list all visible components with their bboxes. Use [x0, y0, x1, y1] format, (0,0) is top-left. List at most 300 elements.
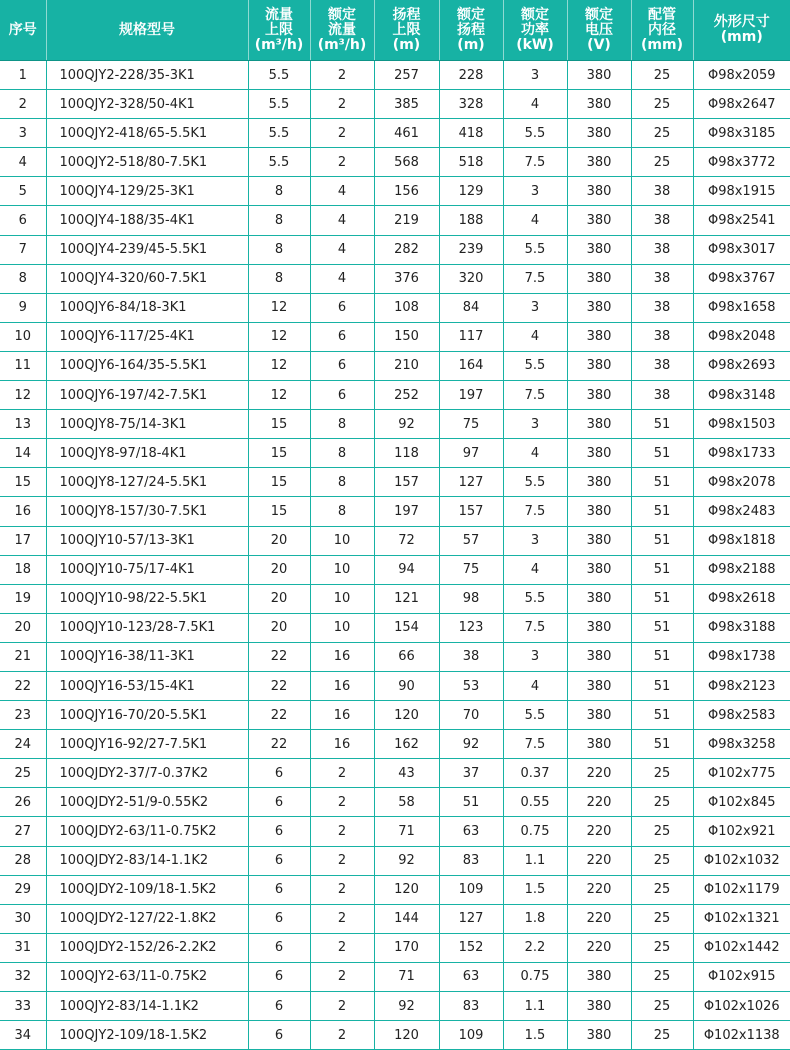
- cell-no: 3: [0, 119, 46, 148]
- cell-max-flow: 6: [248, 875, 310, 904]
- column-header-rated-head: [439, 0, 503, 61]
- cell-model: 100QJY10-98/22-5.5K1: [46, 584, 248, 613]
- cell-model: 100QJY8-97/18-4K1: [46, 439, 248, 468]
- cell-pipe-diameter: 38: [631, 293, 693, 322]
- cell-no: 16: [0, 497, 46, 526]
- cell-rated-power: 4: [503, 206, 567, 235]
- cell-pipe-diameter: 51: [631, 439, 693, 468]
- cell-pipe-diameter: 51: [631, 497, 693, 526]
- column-header-no: [0, 0, 46, 61]
- cell-rated-power: 1.5: [503, 875, 567, 904]
- cell-rated-voltage: 380: [567, 1021, 631, 1050]
- cell-rated-voltage: 380: [567, 90, 631, 119]
- cell-rated-voltage: 380: [567, 526, 631, 555]
- cell-no: 10: [0, 322, 46, 351]
- cell-rated-head: 123: [439, 613, 503, 642]
- cell-no: 20: [0, 613, 46, 642]
- cell-max-flow: 15: [248, 468, 310, 497]
- cell-no: 25: [0, 759, 46, 788]
- cell-rated-power: 7.5: [503, 264, 567, 293]
- cell-rated-flow: 6: [310, 293, 374, 322]
- cell-pipe-diameter: 51: [631, 555, 693, 584]
- table-row: [0, 817, 790, 846]
- cell-rated-flow: 8: [310, 439, 374, 468]
- cell-max-flow: 12: [248, 322, 310, 351]
- cell-max-head: 252: [374, 381, 439, 410]
- cell-dimensions: Φ98x2618: [693, 584, 790, 613]
- cell-model: 100QJY6-84/18-3K1: [46, 293, 248, 322]
- cell-dimensions: Φ102x775: [693, 759, 790, 788]
- cell-rated-voltage: 380: [567, 381, 631, 410]
- table-row: [0, 351, 790, 380]
- header-line: 额定: [440, 8, 503, 23]
- cell-rated-power: 1.1: [503, 992, 567, 1021]
- cell-dimensions: Φ102x1032: [693, 846, 790, 875]
- cell-rated-head: 320: [439, 264, 503, 293]
- cell-max-flow: 20: [248, 555, 310, 584]
- cell-rated-head: 98: [439, 584, 503, 613]
- cell-rated-head: 51: [439, 788, 503, 817]
- cell-no: 32: [0, 962, 46, 991]
- cell-rated-power: 0.55: [503, 788, 567, 817]
- cell-rated-voltage: 380: [567, 148, 631, 177]
- table-row: [0, 846, 790, 875]
- cell-dimensions: Φ102x1442: [693, 933, 790, 962]
- cell-model: 100QJY2-418/65-5.5K1: [46, 119, 248, 148]
- cell-max-flow: 8: [248, 235, 310, 264]
- table-row: [0, 962, 790, 991]
- cell-rated-flow: 8: [310, 468, 374, 497]
- cell-rated-flow: 10: [310, 526, 374, 555]
- cell-rated-voltage: 380: [567, 992, 631, 1021]
- cell-dimensions: Φ98x2483: [693, 497, 790, 526]
- cell-no: 27: [0, 817, 46, 846]
- cell-rated-power: 3: [503, 526, 567, 555]
- table-row: [0, 90, 790, 119]
- cell-rated-power: 1.8: [503, 904, 567, 933]
- cell-max-flow: 6: [248, 1021, 310, 1050]
- cell-dimensions: Φ98x2078: [693, 468, 790, 497]
- cell-rated-power: 4: [503, 90, 567, 119]
- cell-rated-voltage: 380: [567, 410, 631, 439]
- cell-pipe-diameter: 25: [631, 904, 693, 933]
- cell-rated-head: 75: [439, 410, 503, 439]
- cell-dimensions: Φ98x3258: [693, 730, 790, 759]
- cell-rated-power: 5.5: [503, 468, 567, 497]
- cell-model: 100QJDY2-51/9-0.55K2: [46, 788, 248, 817]
- column-header-rated-voltage: [567, 0, 631, 61]
- cell-rated-power: 7.5: [503, 730, 567, 759]
- header-line: 电压: [568, 23, 631, 38]
- header-line: 上限: [249, 23, 310, 38]
- cell-model: 100QJDY2-109/18-1.5K2: [46, 875, 248, 904]
- cell-pipe-diameter: 25: [631, 933, 693, 962]
- cell-rated-voltage: 220: [567, 875, 631, 904]
- cell-model: 100QJY8-157/30-7.5K1: [46, 497, 248, 526]
- cell-max-flow: 15: [248, 439, 310, 468]
- cell-rated-flow: 2: [310, 846, 374, 875]
- cell-rated-flow: 16: [310, 642, 374, 671]
- cell-rated-flow: 2: [310, 148, 374, 177]
- table-row: [0, 293, 790, 322]
- table-row: [0, 410, 790, 439]
- cell-rated-power: 3: [503, 177, 567, 206]
- cell-rated-flow: 16: [310, 701, 374, 730]
- cell-no: 30: [0, 904, 46, 933]
- cell-rated-head: 188: [439, 206, 503, 235]
- cell-rated-power: 4: [503, 555, 567, 584]
- cell-max-head: 92: [374, 992, 439, 1021]
- cell-no: 34: [0, 1021, 46, 1050]
- cell-pipe-diameter: 38: [631, 206, 693, 235]
- table-row: [0, 701, 790, 730]
- cell-no: 12: [0, 381, 46, 410]
- cell-rated-power: 3: [503, 293, 567, 322]
- cell-max-flow: 5.5: [248, 148, 310, 177]
- cell-model: 100QJY10-75/17-4K1: [46, 555, 248, 584]
- header-row: [0, 0, 790, 61]
- cell-model: 100QJY16-38/11-3K1: [46, 642, 248, 671]
- cell-model: 100QJY2-109/18-1.5K2: [46, 1021, 248, 1050]
- cell-max-flow: 8: [248, 177, 310, 206]
- cell-max-flow: 20: [248, 526, 310, 555]
- table-row: [0, 875, 790, 904]
- cell-rated-flow: 2: [310, 962, 374, 991]
- cell-no: 17: [0, 526, 46, 555]
- cell-max-head: 92: [374, 410, 439, 439]
- cell-dimensions: Φ98x2188: [693, 555, 790, 584]
- cell-rated-power: 3: [503, 410, 567, 439]
- cell-rated-head: 75: [439, 555, 503, 584]
- cell-rated-voltage: 380: [567, 555, 631, 584]
- cell-dimensions: Φ98x2059: [693, 61, 790, 90]
- table-row: [0, 264, 790, 293]
- cell-rated-power: 3: [503, 61, 567, 90]
- cell-model: 100QJY2-328/50-4K1: [46, 90, 248, 119]
- cell-pipe-diameter: 25: [631, 119, 693, 148]
- cell-rated-voltage: 380: [567, 119, 631, 148]
- cell-dimensions: Φ98x2123: [693, 671, 790, 700]
- cell-model: 100QJY8-75/14-3K1: [46, 410, 248, 439]
- cell-max-flow: 22: [248, 671, 310, 700]
- cell-max-head: 90: [374, 671, 439, 700]
- cell-max-head: 120: [374, 1021, 439, 1050]
- cell-rated-flow: 4: [310, 177, 374, 206]
- header-line: 额定: [504, 8, 567, 23]
- cell-rated-voltage: 220: [567, 788, 631, 817]
- table-row: [0, 992, 790, 1021]
- cell-rated-head: 83: [439, 846, 503, 875]
- cell-no: 9: [0, 293, 46, 322]
- cell-rated-voltage: 380: [567, 468, 631, 497]
- cell-max-head: 156: [374, 177, 439, 206]
- cell-max-head: 170: [374, 933, 439, 962]
- cell-max-head: 94: [374, 555, 439, 584]
- cell-pipe-diameter: 25: [631, 61, 693, 90]
- cell-rated-power: 7.5: [503, 148, 567, 177]
- cell-model: 100QJY6-117/25-4K1: [46, 322, 248, 351]
- header-line: 额定: [311, 8, 374, 23]
- cell-model: 100QJY10-57/13-3K1: [46, 526, 248, 555]
- cell-dimensions: Φ98x2583: [693, 701, 790, 730]
- cell-model: 100QJY2-228/35-3K1: [46, 61, 248, 90]
- cell-rated-flow: 4: [310, 264, 374, 293]
- cell-rated-flow: 10: [310, 555, 374, 584]
- cell-no: 26: [0, 788, 46, 817]
- cell-rated-power: 4: [503, 671, 567, 700]
- column-header-rated-power: [503, 0, 567, 61]
- cell-max-head: 58: [374, 788, 439, 817]
- cell-rated-power: 7.5: [503, 381, 567, 410]
- cell-max-head: 120: [374, 701, 439, 730]
- cell-model: 100QJY4-188/35-4K1: [46, 206, 248, 235]
- table-row: [0, 904, 790, 933]
- cell-model: 100QJDY2-63/11-0.75K2: [46, 817, 248, 846]
- cell-model: 100QJY2-83/14-1.1K2: [46, 992, 248, 1021]
- cell-pipe-diameter: 51: [631, 584, 693, 613]
- cell-pipe-diameter: 51: [631, 468, 693, 497]
- cell-dimensions: Φ98x3772: [693, 148, 790, 177]
- cell-max-head: 157: [374, 468, 439, 497]
- cell-no: 13: [0, 410, 46, 439]
- cell-rated-flow: 4: [310, 206, 374, 235]
- header-line: (m³/h): [311, 38, 374, 53]
- table-row: [0, 439, 790, 468]
- cell-dimensions: Φ102x1138: [693, 1021, 790, 1050]
- header-line: (kW): [504, 38, 567, 53]
- cell-dimensions: Φ98x1658: [693, 293, 790, 322]
- cell-rated-head: 127: [439, 468, 503, 497]
- cell-max-flow: 8: [248, 264, 310, 293]
- cell-max-flow: 22: [248, 730, 310, 759]
- header-line: 序号: [0, 23, 46, 38]
- cell-dimensions: Φ102x845: [693, 788, 790, 817]
- cell-pipe-diameter: 25: [631, 992, 693, 1021]
- cell-dimensions: Φ98x1818: [693, 526, 790, 555]
- cell-max-head: 461: [374, 119, 439, 148]
- table-row: [0, 235, 790, 264]
- cell-pipe-diameter: 25: [631, 148, 693, 177]
- cell-max-flow: 6: [248, 759, 310, 788]
- column-header-model: [46, 0, 248, 61]
- cell-model: 100QJY16-53/15-4K1: [46, 671, 248, 700]
- cell-pipe-diameter: 25: [631, 962, 693, 991]
- header-line: 外形尺寸: [694, 15, 790, 30]
- cell-max-flow: 22: [248, 642, 310, 671]
- cell-model: 100QJDY2-127/22-1.8K2: [46, 904, 248, 933]
- cell-rated-flow: 2: [310, 904, 374, 933]
- cell-model: 100QJY2-518/80-7.5K1: [46, 148, 248, 177]
- cell-max-head: 154: [374, 613, 439, 642]
- cell-max-head: 72: [374, 526, 439, 555]
- cell-rated-power: 0.75: [503, 962, 567, 991]
- column-header-max-head: [374, 0, 439, 61]
- header-line: (m): [375, 38, 439, 53]
- cell-max-flow: 8: [248, 206, 310, 235]
- cell-pipe-diameter: 51: [631, 613, 693, 642]
- cell-dimensions: Φ98x2647: [693, 90, 790, 119]
- cell-model: 100QJY8-127/24-5.5K1: [46, 468, 248, 497]
- cell-no: 24: [0, 730, 46, 759]
- cell-max-flow: 6: [248, 846, 310, 875]
- cell-rated-power: 5.5: [503, 701, 567, 730]
- cell-max-head: 118: [374, 439, 439, 468]
- cell-no: 6: [0, 206, 46, 235]
- cell-no: 21: [0, 642, 46, 671]
- cell-rated-head: 63: [439, 817, 503, 846]
- cell-model: 100QJY10-123/28-7.5K1: [46, 613, 248, 642]
- cell-rated-power: 7.5: [503, 613, 567, 642]
- cell-pipe-diameter: 38: [631, 381, 693, 410]
- cell-max-flow: 6: [248, 962, 310, 991]
- cell-max-head: 66: [374, 642, 439, 671]
- cell-rated-voltage: 380: [567, 613, 631, 642]
- cell-max-flow: 5.5: [248, 90, 310, 119]
- cell-rated-head: 197: [439, 381, 503, 410]
- table-row: [0, 555, 790, 584]
- cell-max-head: 144: [374, 904, 439, 933]
- cell-rated-head: 109: [439, 875, 503, 904]
- cell-max-flow: 6: [248, 817, 310, 846]
- cell-rated-voltage: 220: [567, 846, 631, 875]
- cell-max-flow: 5.5: [248, 119, 310, 148]
- table-row: [0, 1021, 790, 1050]
- header-line: (V): [568, 38, 631, 53]
- cell-max-flow: 22: [248, 701, 310, 730]
- cell-no: 4: [0, 148, 46, 177]
- cell-pipe-diameter: 25: [631, 817, 693, 846]
- cell-rated-head: 92: [439, 730, 503, 759]
- cell-rated-voltage: 380: [567, 962, 631, 991]
- cell-rated-power: 3: [503, 642, 567, 671]
- header-line: 配管: [632, 8, 693, 23]
- cell-max-flow: 12: [248, 351, 310, 380]
- cell-rated-voltage: 380: [567, 584, 631, 613]
- cell-max-head: 43: [374, 759, 439, 788]
- cell-max-flow: 12: [248, 293, 310, 322]
- cell-pipe-diameter: 25: [631, 875, 693, 904]
- cell-dimensions: Φ98x2541: [693, 206, 790, 235]
- cell-max-head: 121: [374, 584, 439, 613]
- cell-max-flow: 6: [248, 992, 310, 1021]
- cell-no: 8: [0, 264, 46, 293]
- cell-pipe-diameter: 38: [631, 264, 693, 293]
- cell-rated-head: 164: [439, 351, 503, 380]
- cell-max-flow: 12: [248, 381, 310, 410]
- header-line: (m³/h): [249, 38, 310, 53]
- cell-rated-voltage: 380: [567, 206, 631, 235]
- cell-max-head: 71: [374, 817, 439, 846]
- cell-rated-power: 1.5: [503, 1021, 567, 1050]
- table-row: [0, 613, 790, 642]
- cell-max-head: 257: [374, 61, 439, 90]
- table-row: [0, 497, 790, 526]
- cell-rated-power: 4: [503, 439, 567, 468]
- cell-dimensions: Φ98x1503: [693, 410, 790, 439]
- cell-rated-flow: 2: [310, 119, 374, 148]
- cell-max-flow: 5.5: [248, 61, 310, 90]
- column-header-rated-flow: [310, 0, 374, 61]
- cell-rated-flow: 8: [310, 497, 374, 526]
- header-line: (mm): [694, 30, 790, 45]
- cell-dimensions: Φ98x1738: [693, 642, 790, 671]
- cell-model: 100QJY6-197/42-7.5K1: [46, 381, 248, 410]
- cell-no: 29: [0, 875, 46, 904]
- cell-rated-voltage: 220: [567, 933, 631, 962]
- cell-rated-power: 2.2: [503, 933, 567, 962]
- cell-rated-power: 5.5: [503, 119, 567, 148]
- cell-pipe-diameter: 51: [631, 671, 693, 700]
- cell-no: 23: [0, 701, 46, 730]
- cell-rated-flow: 2: [310, 875, 374, 904]
- cell-dimensions: Φ102x1321: [693, 904, 790, 933]
- cell-no: 19: [0, 584, 46, 613]
- cell-no: 33: [0, 992, 46, 1021]
- table-row: [0, 671, 790, 700]
- cell-rated-power: 4: [503, 322, 567, 351]
- table-row: [0, 61, 790, 90]
- cell-rated-power: 1.1: [503, 846, 567, 875]
- cell-rated-head: 83: [439, 992, 503, 1021]
- cell-max-head: 282: [374, 235, 439, 264]
- cell-rated-power: 0.75: [503, 817, 567, 846]
- cell-max-flow: 6: [248, 904, 310, 933]
- cell-rated-flow: 6: [310, 322, 374, 351]
- cell-rated-flow: 2: [310, 759, 374, 788]
- cell-max-head: 210: [374, 351, 439, 380]
- header-line: 扬程: [375, 8, 439, 23]
- cell-dimensions: Φ98x2048: [693, 322, 790, 351]
- header-line: 规格型号: [47, 23, 248, 38]
- cell-max-head: 92: [374, 846, 439, 875]
- cell-pipe-diameter: 51: [631, 410, 693, 439]
- cell-dimensions: Φ102x921: [693, 817, 790, 846]
- cell-dimensions: Φ98x1733: [693, 439, 790, 468]
- cell-rated-voltage: 380: [567, 671, 631, 700]
- cell-model: 100QJY16-70/20-5.5K1: [46, 701, 248, 730]
- cell-max-head: 162: [374, 730, 439, 759]
- cell-model: 100QJY2-63/11-0.75K2: [46, 962, 248, 991]
- cell-max-head: 150: [374, 322, 439, 351]
- cell-rated-voltage: 380: [567, 235, 631, 264]
- cell-rated-flow: 10: [310, 613, 374, 642]
- cell-max-head: 108: [374, 293, 439, 322]
- cell-rated-flow: 2: [310, 788, 374, 817]
- cell-max-flow: 15: [248, 497, 310, 526]
- cell-max-flow: 6: [248, 788, 310, 817]
- cell-rated-power: 5.5: [503, 584, 567, 613]
- cell-pipe-diameter: 38: [631, 235, 693, 264]
- cell-dimensions: Φ98x3185: [693, 119, 790, 148]
- cell-rated-power: 5.5: [503, 235, 567, 264]
- cell-max-flow: 20: [248, 584, 310, 613]
- cell-rated-power: 0.37: [503, 759, 567, 788]
- table-row: [0, 788, 790, 817]
- cell-rated-head: 157: [439, 497, 503, 526]
- cell-pipe-diameter: 25: [631, 1021, 693, 1050]
- header-line: 扬程: [440, 23, 503, 38]
- cell-rated-head: 518: [439, 148, 503, 177]
- cell-rated-head: 37: [439, 759, 503, 788]
- cell-no: 5: [0, 177, 46, 206]
- cell-rated-head: 239: [439, 235, 503, 264]
- cell-no: 31: [0, 933, 46, 962]
- cell-rated-head: 228: [439, 61, 503, 90]
- cell-pipe-diameter: 25: [631, 90, 693, 119]
- cell-no: 15: [0, 468, 46, 497]
- cell-rated-head: 117: [439, 322, 503, 351]
- cell-pipe-diameter: 51: [631, 730, 693, 759]
